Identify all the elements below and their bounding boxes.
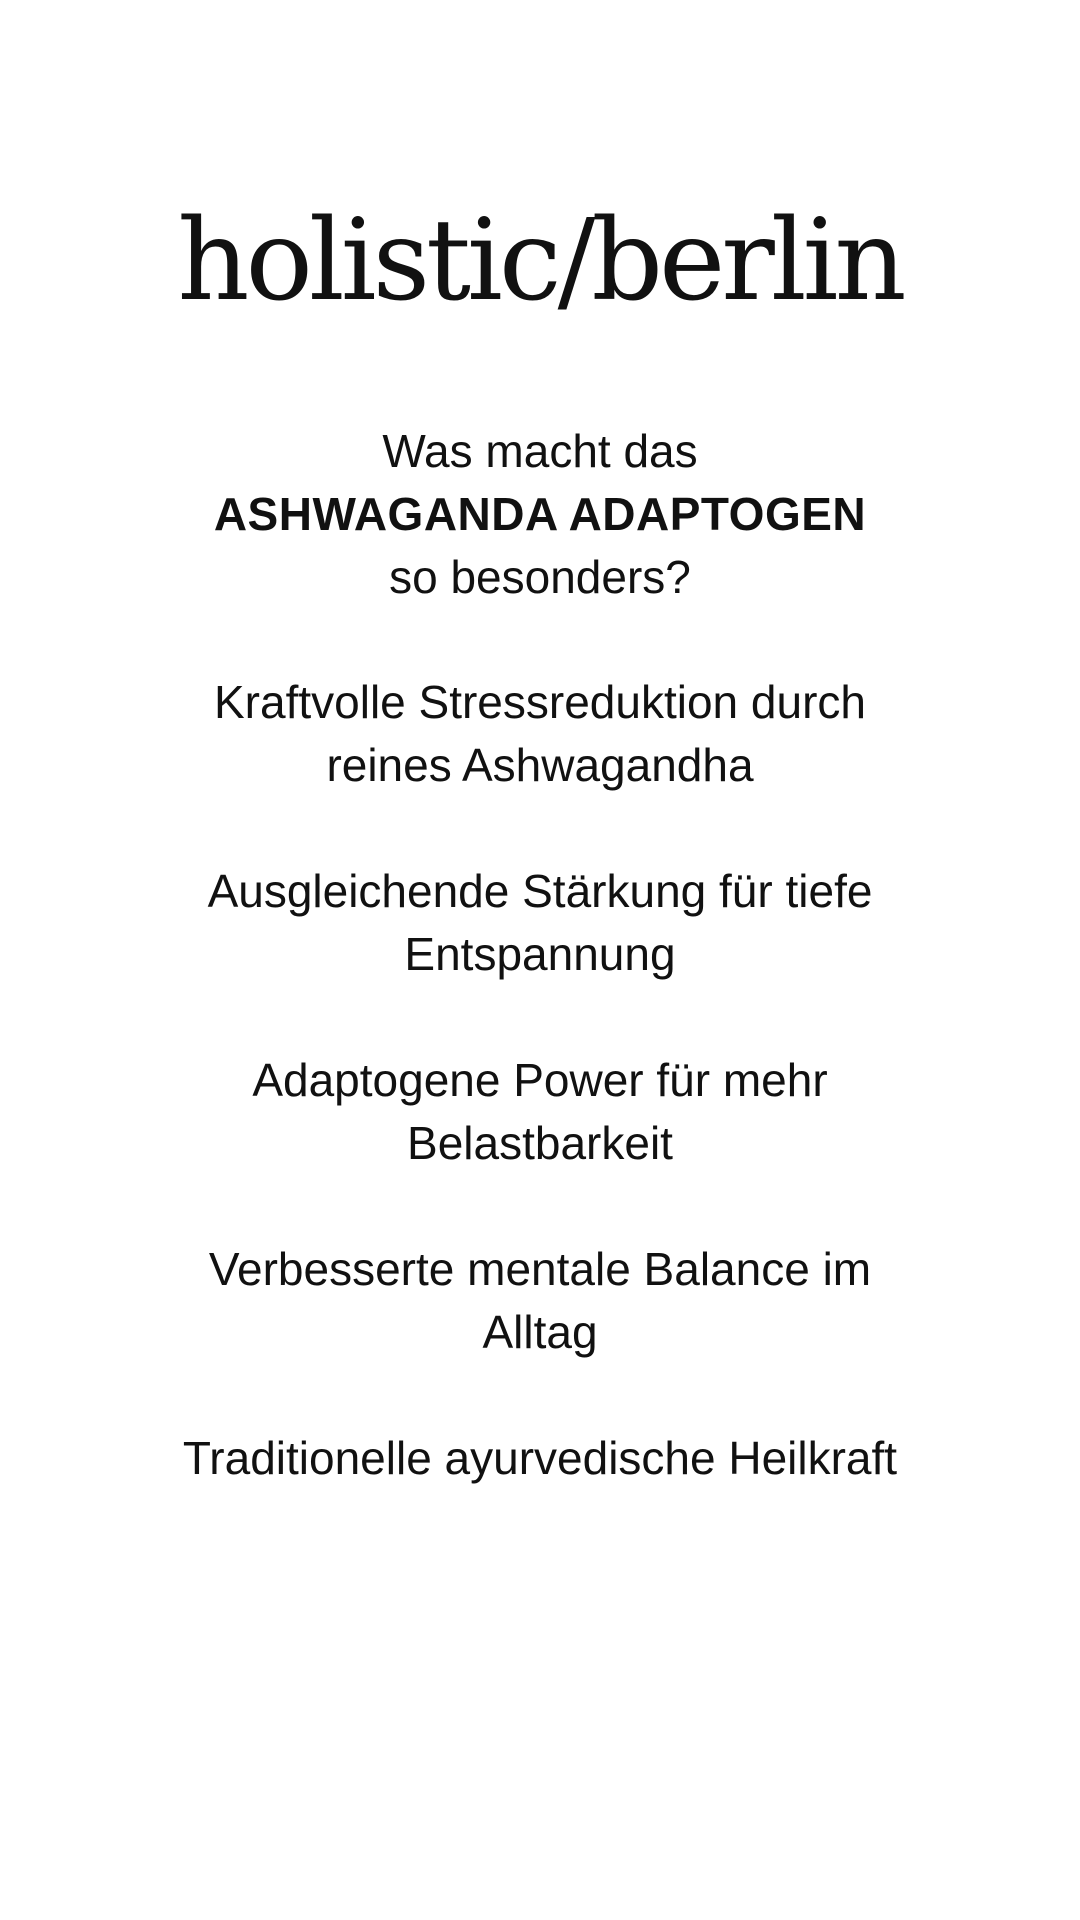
benefit-item-stress: Kraftvolle Stressreduktion durch reines Ashwagandha <box>214 676 866 791</box>
benefit-item-relaxation: Ausgleichende Stärkung für tiefe Entspannung <box>207 865 873 980</box>
product-name: ASHWAGANDA ADAPTOGEN <box>213 488 867 540</box>
brand-logo: holistic/berlin <box>177 196 903 326</box>
intro-line-1: Was macht das <box>382 425 698 477</box>
benefit-item-balance: Verbesserte mentale Balance im Alltag <box>208 1243 872 1358</box>
benefit-item-resilience: Adaptogene Power für mehr Belastbarkeit <box>252 1054 828 1169</box>
intro-line-3: so besonders? <box>389 551 691 603</box>
intro-heading <box>0 420 1080 609</box>
benefits-list <box>0 671 1080 1490</box>
benefit-item-ayurveda: Traditionelle ayurvedische Heilkraft <box>182 1432 898 1484</box>
